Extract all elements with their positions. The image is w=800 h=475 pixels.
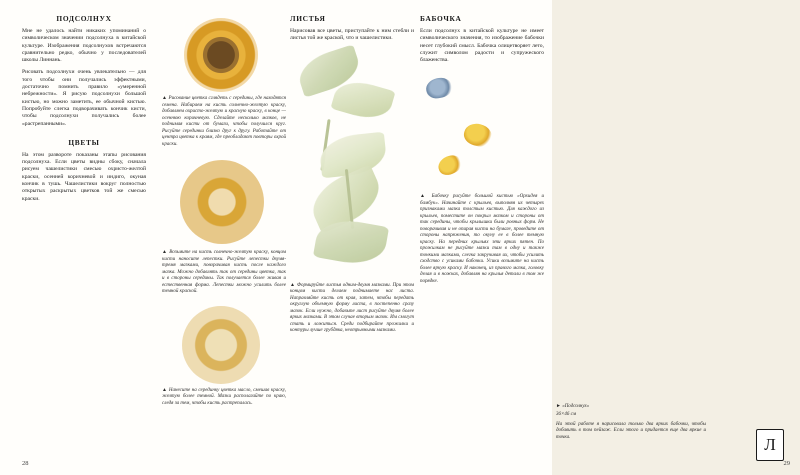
caption: ▲ Нанесите на серединку цветка масло, смешав краску, желтую более темной. Мазки располагайте по краю, следя за тем, чтобы кисть растрепалась. — [162, 387, 286, 406]
heading-leaves: ЛИСТЬЯ — [290, 14, 326, 23]
paragraph: Рисовать подсолнухи очень увлекательно — для того чтобы они получались эффектными, достаточно помнить правило «умеренной небрежности». Я рисую подсолнухи большой кистью, но можно заметить, ее обычной кистью. Попробуйте слегка подворачивать кончик кисти, чтобы подсолнухи получались более «растрепанными». — [22, 69, 146, 127]
column-text-1 — [22, 14, 146, 208]
paragraph: Мне не удалось найти никаких упоминаний о символическом значении подсолнуха в китайской культуре. Изображения подсолнухов встречаются сравнительно редко, обычно у последователей школы Линнань. — [22, 28, 146, 64]
page-number-left: 28 — [22, 460, 29, 467]
leaf-illustrations — [290, 49, 414, 279]
publisher-logo: Л — [756, 429, 784, 461]
butterfly-image-2 — [462, 121, 494, 149]
caption: ▲ Формируйте листья одним-двумя мазками. При этом концом кисти делаем поднимаете нас листа. Направляйте кисть от края, затем, чтобы передать округлую объемную форму листа, в постепенно сразу мазок. Если нужно, добавьте лист рисуйте двумя более ярких мазками. В этом случае вторым мазок. Им смогут стать и ложиться. Среди подбирайте прожилки и контуры лучше грубдяка, неотрывными мазками. — [290, 282, 414, 334]
column-steps — [162, 14, 286, 413]
step-illustration-2 — [162, 154, 286, 246]
butterfly-image-3 — [435, 152, 464, 178]
heading-butterfly: БАБОЧКА — [420, 14, 462, 23]
butterfly-illustrations — [420, 72, 544, 190]
paragraph: Если подсолнух в китайской культуре не имеет символического значения, то изображение бабочки несет глубокий смысл. Бабочка олицетворяет лето, служит символом радости и супружеского блаженства. — [420, 28, 544, 64]
heading-sunflower: ПОДСОЛНУХ — [56, 14, 112, 23]
paragraph: На этом развороте показаны этапы рисования подсолнуха. Если цветы видны сбоку, сначала рисуем чашелистики смесью охристо-желтой краски, осенней коричневой и индиго, окуная кончик в тушь. Чашелистики вокруг полностью открытых раскрытых цветков той же смесью краски. — [22, 151, 146, 202]
butterfly-image-1 — [424, 76, 454, 101]
heading-flowers: ЦВЕТЫ — [68, 137, 100, 147]
right-page — [552, 0, 800, 475]
sunflower-step3-image — [182, 306, 260, 384]
page-number-right: 29 — [783, 460, 790, 467]
paragraph: Нарисовав все цветы, приступайте к ним стебли и листья той же краской, что и чашелистики. — [290, 28, 414, 42]
plate-title: ► «Подсолнух» — [556, 403, 590, 409]
caption: ▲ Бабочку рисуйте большой кистью «Орхидея и бамбук». Начинайте с крыльев, выполняя их четырех признаками мазка толстым кистью. Для каждого из крыльев, поместите он покрыл мазком и стороны от так середины, чтобы крылышки были ровных форм. Не поворачивая и не опирая кисти на бумаге, проведите от стороны напряжения, то окуну ее в более темную краску. На передних крыльях эти ярких пятен. По прожилкам не рисуйте мазки там в одну и также тонкими мазками, слегка закручивая их, чтобы усилить сходство с усиками бабочки. Усики возьмите на кисть более яркую краску. И наконец, из правого мазка, головку делая и в ножках, добавляя на крылья детали в том же порядке. — [420, 194, 544, 284]
caption: ▲ Возьмите на кисть солнечно-желтую краску, концом кисти наносите лепестки. Рисуйте лепестки двумя-тремя мазками, поворачивая кисть после каждого мазка. Можно добавлять так от середины цветка, так и в стороны середины. Так получается более живая и естественная форма. Лепестки можно усилить более темной краской. — [162, 250, 286, 294]
step-illustration-1 — [162, 14, 286, 92]
caption: ▲ Рисование цветка сглядеть с середины, где находятся семена. Набираем на кисть солнечно-желтую краску, добавляем охристо-желтую и красную краску, в конце — осеннюю коричневую. Сделайте несколько мазков, не поднимая кисти от бумаги, чтобы получился круг. Рисуйте серединки близко друг к другу. Работайте от центра цветка к краям, где преобладают повторы охрой краски. — [162, 96, 286, 147]
plate-caption-block — [556, 404, 706, 442]
plate-caption: На этой работе я нарисовала только два ярких бабочки, чтобы добавить в том пейзаж. Если этого и придается еще два яркие и точка. — [556, 421, 706, 440]
column-butterfly — [420, 14, 544, 291]
step-illustration-3 — [162, 302, 286, 384]
column-leaves — [290, 14, 414, 341]
plate-size: 36×46 см — [556, 412, 577, 417]
sunflower-step1-image — [184, 18, 258, 92]
sunflower-step2-image — [180, 160, 264, 244]
